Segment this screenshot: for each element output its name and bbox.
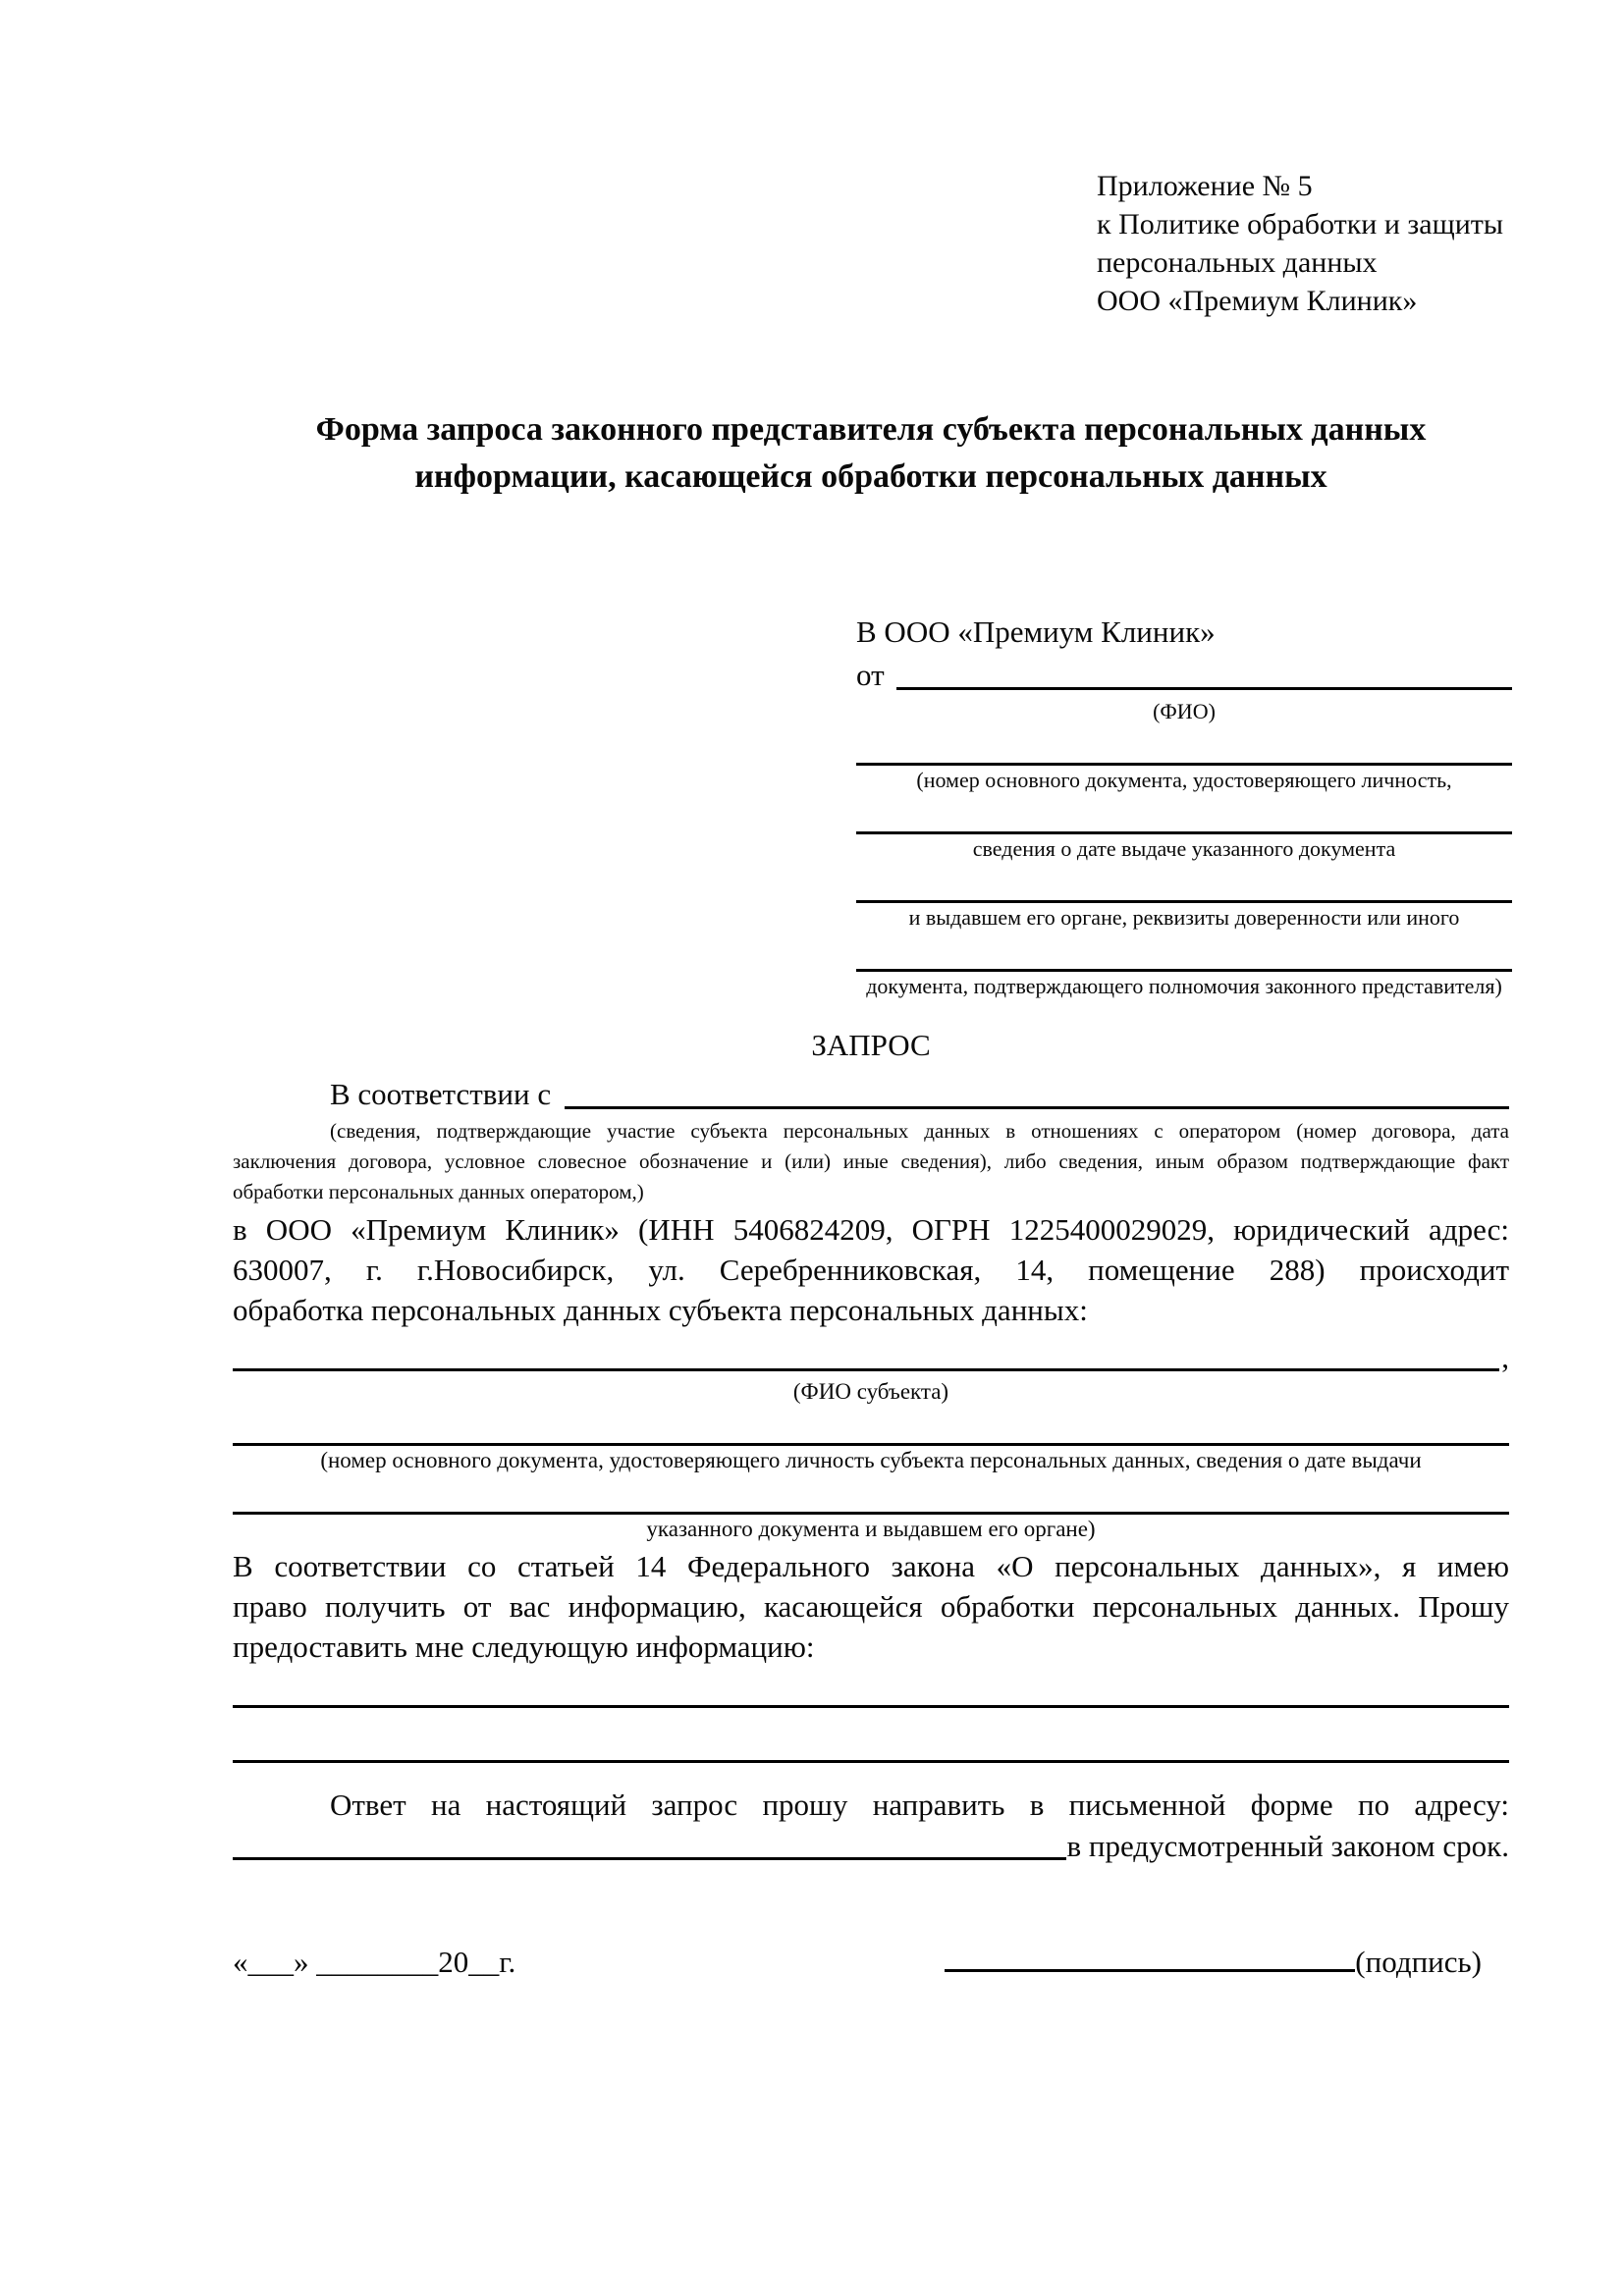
signature-caption: (подпись) (1355, 1945, 1482, 1979)
appendix-line: персональных данных (1097, 246, 1378, 279)
paragraph-line: заключения договора, условное словесное обозначение и (или) иные сведения), либо сведения, иным образом подтверждающие факт (233, 1149, 1509, 1173)
field-caption: сведения о дате выдаче указанного документа (972, 836, 1396, 861)
fio-caption: (ФИО) (1153, 699, 1216, 723)
addressee-field-group (856, 946, 1512, 1001)
response-address-row (233, 1825, 1509, 1868)
subject-name-fill-line (233, 1338, 1499, 1371)
law-paragraph (233, 1546, 1509, 1667)
authority-document-fill-line (856, 946, 1512, 972)
document-title-line: информации, касающейся обработки персональных данных (414, 458, 1327, 495)
paragraph-line: 630007, г. г.Новосибирск, ул. Серебренниковская, 14, помещение 288) происходит (233, 1253, 1509, 1287)
document-title (233, 406, 1509, 501)
intro-label: В соответствии с (330, 1077, 552, 1111)
issuing-authority-fill-line (856, 878, 1512, 903)
subject-name-row (233, 1338, 1509, 1377)
subject-fio-caption: (ФИО субъекта) (792, 1379, 949, 1404)
field-caption: и выдавшем его органе, реквизиты доверенности или иного (908, 905, 1460, 930)
paragraph-line: в ООО «Премиум Клиник» (ИНН 5406824209, ОГРН 1225400029029, юридический адрес: (233, 1212, 1509, 1247)
intro-fineprint (233, 1116, 1509, 1207)
from-label: от (856, 658, 885, 692)
subject-line-suffix: , (1501, 1340, 1509, 1374)
addressee-block (856, 611, 1512, 1001)
requested-information-fill-line (233, 1708, 1509, 1763)
addressee-field-group (856, 809, 1512, 864)
representative-name-fill-line (896, 654, 1512, 690)
operator-paragraph (233, 1209, 1509, 1330)
appendix-line: к Политике обработки и защиты (1097, 208, 1504, 240)
addressee-organization: В ООО «Премиум Клиник» (856, 614, 1216, 649)
signature-row (233, 1939, 1509, 1982)
field-caption: документа, подтверждающего полномочия законного представителя) (866, 974, 1502, 998)
issue-date-fill-line (856, 809, 1512, 834)
response-tail: в предусмотренный законом срок. (1066, 1829, 1509, 1863)
subject-document-caption: указанного документа и выдавшем его органе) (646, 1517, 1096, 1541)
paragraph-line: (сведения, подтверждающие участие субъекта персональных данных в отношениях с оператором (номер договора, дата (330, 1119, 1509, 1143)
appendix-line: ООО «Премиум Клиник» (1097, 285, 1418, 317)
requested-information-fill-line (233, 1667, 1509, 1708)
paragraph-line: В соответствии со статьей 14 Федерального закона «О персональных данных», я имею (233, 1549, 1509, 1583)
intro-row (233, 1073, 1509, 1116)
signature-fill-line (945, 1939, 1355, 1972)
paragraph-line: обработки персональных данных оператором,) (233, 1180, 644, 1203)
paragraph-line: право получить от вас информацию, касающейся обработки персональных данных. Прошу (233, 1589, 1509, 1624)
document-title-line: Форма запроса законного представителя субъекта персональных данных (315, 411, 1427, 448)
paragraph-line: обработка персональных данных субъекта персональных данных: (233, 1293, 1088, 1327)
signature-part (945, 1939, 1482, 1982)
response-address-fill-line (233, 1825, 1066, 1860)
paragraph-line: предоставить мне следующую информацию: (233, 1629, 815, 1664)
response-paragraph: Ответ на настоящий запрос прошу направить в письменной форме по адресу: (330, 1788, 1509, 1822)
subject-document-fill-line (233, 1487, 1509, 1515)
addressee-field-group (856, 878, 1512, 933)
appendix-line: Приложение № 5 (1097, 170, 1313, 202)
appendix-block (1097, 167, 1509, 320)
relation-details-fill-line (565, 1073, 1509, 1109)
field-caption: (номер основного документа, удостоверяющего личность, (916, 768, 1452, 792)
request-heading: ЗАПРОС (811, 1028, 931, 1062)
subject-document-fill-line (233, 1418, 1509, 1446)
addressee-field-group (856, 740, 1512, 795)
date-fill-text: «___» ________20__г. (233, 1945, 516, 1979)
document-number-fill-line (856, 740, 1512, 766)
from-row (856, 654, 1512, 697)
subject-document-caption: (номер основного документа, удостоверяющего личность субъекта персональных данных, сведения о дате выдачи (320, 1448, 1422, 1472)
